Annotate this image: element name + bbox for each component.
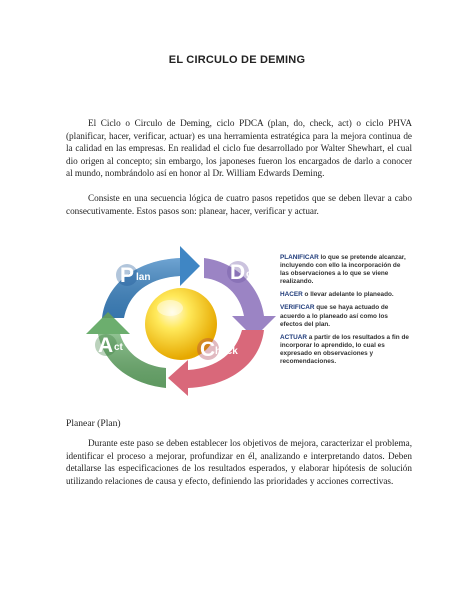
section-heading-plan: Planear (Plan) (66, 418, 121, 429)
deming-cycle-diagram (84, 246, 276, 396)
do-initial: D (230, 261, 246, 284)
note-verificar: VERIFICAR que se haya actuado de acuerdo a lo planeado así como los efectos del plan. (280, 304, 389, 328)
note-hacer: HACER o llevar adelante lo planeado. (280, 291, 394, 299)
do-label (227, 261, 252, 284)
act-initial: A (98, 334, 114, 357)
check-initial: C (200, 338, 216, 361)
plan-rest: lan (136, 272, 151, 283)
check-rest: heck (215, 346, 238, 357)
plan-paragraph: Durante este paso se deben establecer los objetivos de mejora, caracterizar el problema, identificar el proceso a mejorar, profundizar en él, analizando e interpretando datos. Deben detallarse las especificaciones de los resultados esperados, y elaborar hipótesis de solución utilizando relaciones de causa y efecto, definiendo las prioridades y acciones correctivas. (66, 438, 412, 486)
intro-paragraph: El Ciclo o Circulo de Deming, ciclo PDCA (plan, do, check, act) o ciclo PHVA (planificar, hacer, verificar, actuar) es una herramienta estratégica para la mejora continua de la calidad en las empresas. En realidad el ciclo fue desarrollado por Walter Shewhart, el cual dio origen al concepto; sin embargo, los japoneses fueron los encargados de darlo a conocer al mundo, nombrándolo así en honor al Dr. William Edwards Deming. (66, 118, 412, 179)
do-rest: o (246, 269, 253, 280)
act-rest: ct (114, 342, 123, 353)
note-actuar: ACTUAR a partir de los resultados a fin de incorporar lo aprendido, lo cual es expresado en observaciones y recomendaciones. (280, 333, 409, 366)
pdca-notes (280, 254, 410, 371)
steps-paragraph: Consiste en una secuencia lógica de cuatro pasos repetidos que se deben llevar a cabo consecutivamente. Estos pasos son: planear, hacer, verificar y actuar. (66, 193, 412, 216)
note-planificar: PLANIFICAR lo que se pretende alcanzar, incluyendo con ello la incorporación de las observaciones a lo que se viene realizando. (280, 254, 406, 286)
plan-initial: P (120, 264, 135, 287)
page-title: EL CIRCULO DE DEMING (168, 54, 306, 66)
